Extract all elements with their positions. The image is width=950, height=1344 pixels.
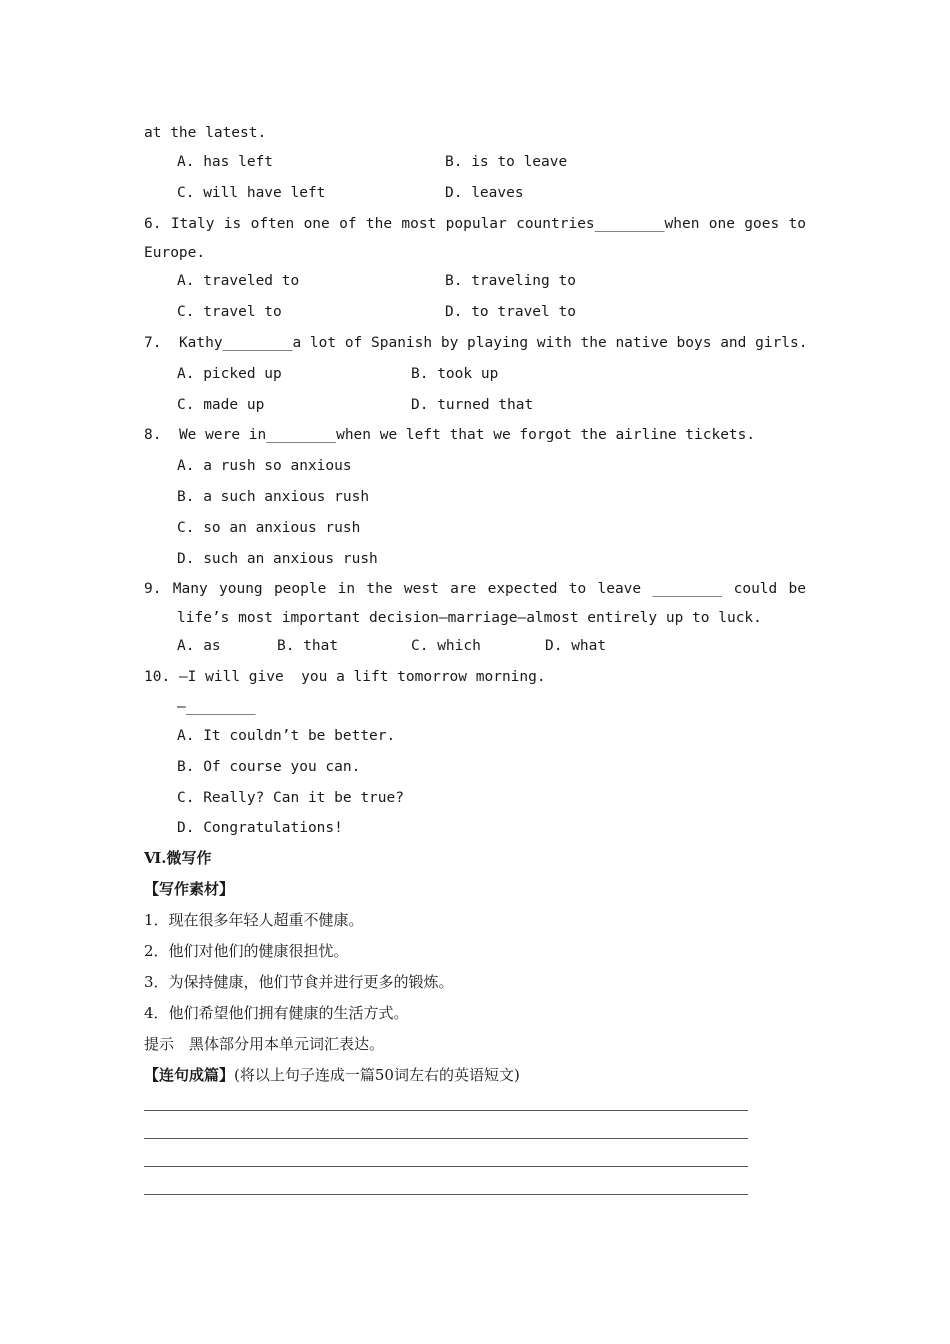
q7-text-before: Kathy [178,335,223,351]
section-heading: Ⅵ.微写作 [144,849,212,867]
q6-option-d: D. to travel to [445,304,576,320]
q10-option-b: B. Of course you can. [177,759,361,775]
q9-number: 9. [144,581,162,597]
q9-option-a: A. as [177,638,221,654]
q9-stem [144,579,806,599]
q5-option-c: C. will have left [177,185,326,201]
q6-number: 6. [144,216,162,232]
material-item-3: 3．为保持健康，他们节食并进行更多的锻炼。 [144,973,454,991]
q10-reply-dash: — [177,699,186,715]
q10-number: 10. [144,669,171,685]
q9-text-before: Many young people in the west are expected to leave [172,581,642,597]
q8-option-d: D. such an anxious rush [177,551,378,567]
q8-text-before: We were in [178,427,267,443]
q8-stem [144,425,755,445]
q8-number: 8. [144,427,162,443]
q10-blank: ________ [185,699,256,715]
q10-stem [144,667,546,687]
material-item-2: 2．他们对他们的健康很担忧。 [144,942,349,960]
material-item-1: 1．现在很多年轻人超重不健康。 [144,911,364,929]
q8-blank: ________ [266,427,337,443]
q7-option-c: C. made up [177,397,265,413]
q6-stem-cont: Europe. [144,245,206,261]
q6-option-a: A. traveled to [177,273,300,289]
q7-option-d: D. turned that [411,397,534,413]
q6-text-before: Italy is often one of the most popular countries [170,216,595,232]
writing-line[interactable] [144,1110,748,1111]
q7-stem [144,333,808,353]
materials-title: 【写作素材】 [144,880,235,898]
compose-note: (将以上句子连成一篇50词左右的英语短文) [234,1066,520,1084]
q8-option-c: C. so an anxious rush [177,520,361,536]
q5-stem-tail: at the latest. [144,125,267,141]
q6-text-after: when one goes to [664,216,807,232]
writing-line[interactable] [144,1194,748,1195]
q8-option-b: B. a such anxious rush [177,489,370,505]
q9-stem-cont: life’s most important decision—marriage—almost entirely up to luck. [177,610,762,626]
q9-text-after: could be [733,581,807,597]
q7-option-b: B. took up [411,366,499,382]
material-item-4: 4．他们希望他们拥有健康的生活方式。 [144,1004,409,1022]
q9-option-d: D. what [545,638,607,654]
q10-prompt: —I will give you a lift tomorrow morning. [178,669,546,685]
compose-header [144,1065,520,1085]
q9-option-b: B. that [277,638,339,654]
q6-blank: ________ [594,216,665,232]
q7-blank: ________ [222,335,293,351]
q10-option-a: A. It couldn’t be better. [177,728,396,744]
q9-option-c: C. which [411,638,481,654]
q10-option-d: D. Congratulations! [177,820,343,836]
q6-option-c: C. travel to [177,304,282,320]
q8-text-after: when we left that we forgot the airline tickets. [336,427,756,443]
q5-option-b: B. is to leave [445,154,568,170]
q7-number: 7. [144,335,162,351]
compose-title: 【连句成篇】 [144,1066,235,1084]
q8-option-a: A. a rush so anxious [177,458,352,474]
writing-line[interactable] [144,1166,748,1167]
q7-text-after: a lot of Spanish by playing with the native boys and girls. [292,335,808,351]
writing-line[interactable] [144,1138,748,1139]
q10-option-c: C. Really? Can it be true? [177,790,404,806]
q6-stem-text [171,216,806,232]
q5-option-a: A. has left [177,154,274,170]
q6-option-b: B. traveling to [445,273,576,289]
q6-stem [144,214,806,234]
hint-text: 提示 黑体部分用本单元词汇表达。 [144,1035,385,1053]
q9-blank: ________ [652,581,723,597]
q10-reply [177,697,256,717]
q7-option-a: A. picked up [177,366,282,382]
q5-option-d: D. leaves [445,185,524,201]
